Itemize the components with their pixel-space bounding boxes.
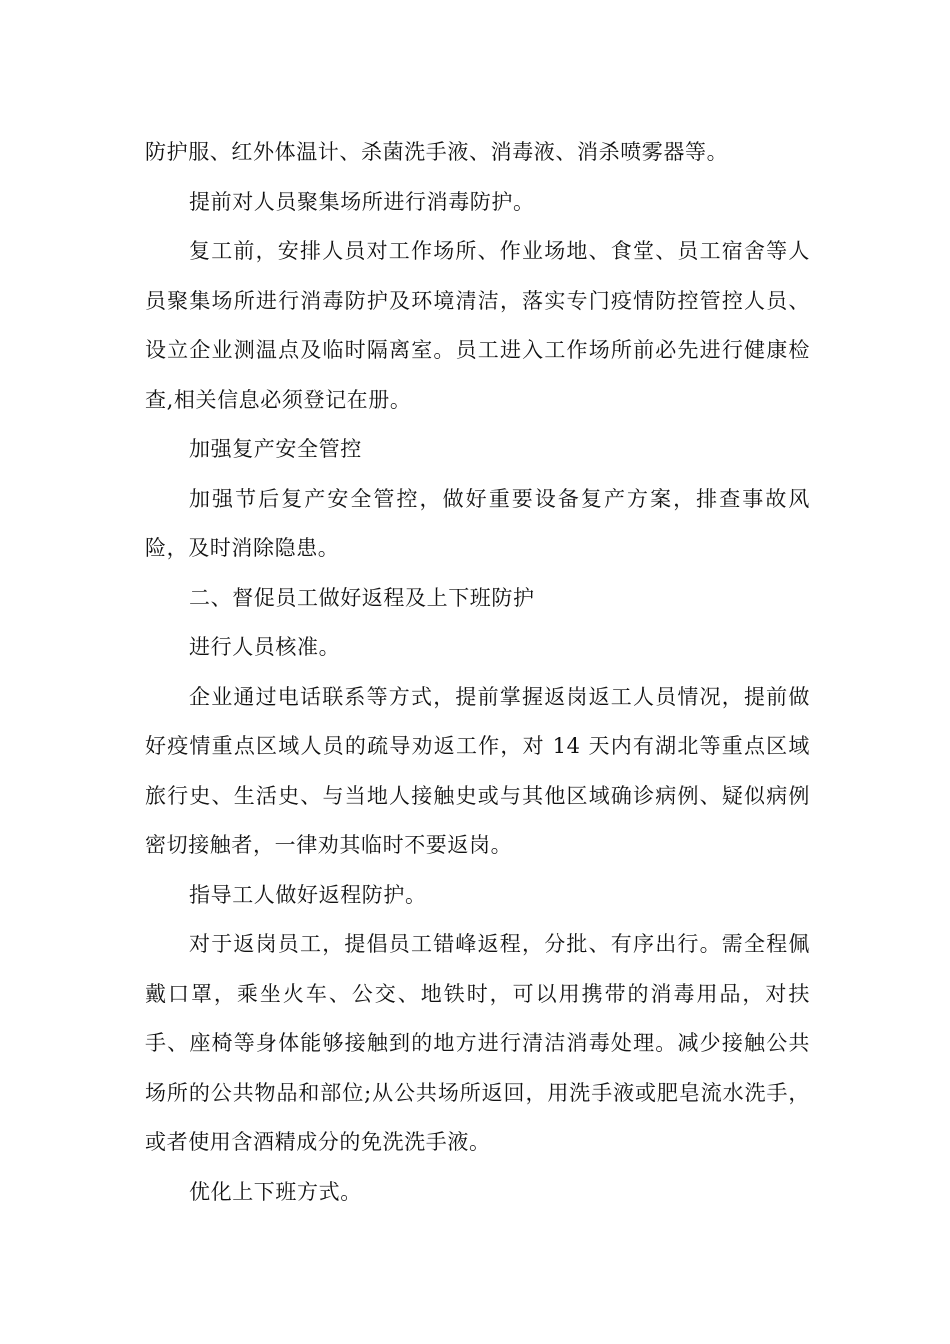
paragraph-5: 加强节后复产安全管控，做好重要设备复产方案，排查事故风险，及时消除隐患。 — [145, 486, 810, 560]
paragraph-2: 提前对人员聚集场所进行消毒防护。 — [189, 189, 535, 214]
document-page — [145, 128, 810, 1217]
paragraph-9: 指导工人做好返程防护。 — [189, 882, 427, 907]
paragraph-3: 复工前，安排人员对工作场所、作业场地、食堂、员工宿舍等人员聚集场所进行消毒防护及环境清洁，落实专门疫情防控管控人员、设立企业测温点及临时隔离室。员工进入工作场所前必先进行健康检查,相关信息必须登记在册。 — [145, 239, 810, 412]
paragraph-7: 进行人员核准。 — [189, 635, 341, 659]
paragraph-8: 企业通过电话联系等方式，提前掌握返岗返工人员情况，提前做好疫情重点区域人员的疏导劝返工作，对 14 天内有湖北等重点区域旅行史、生活史、与当地人接触史或与其他区域确诊病例、疑似病例密切接触者，一律劝其临时不要返岗。 — [145, 684, 810, 857]
section-heading: 二、督促员工做好返程及上下班防护 — [189, 585, 535, 610]
paragraph-1: 防护服、红外体温计、杀菌洗手液、消毒液、消杀喷雾器等。 — [145, 140, 729, 164]
paragraph-11: 优化上下班方式。 — [189, 1179, 362, 1204]
paragraph-10: 对于返岗员工，提倡员工错峰返程，分批、有序出行。需全程佩戴口罩，乘坐火车、公交、地铁时，可以用携带的消毒用品，对扶手、座椅等身体能够接触到的地方进行清洁消毒处理。减少接触公共场所的公共物品和部位;从公共场所返回，用洗手液或肥皂流水洗手，或者使用含酒精成分的免洗洗手液。 — [145, 932, 810, 1154]
paragraph-4: 加强复产安全管控 — [189, 437, 362, 461]
